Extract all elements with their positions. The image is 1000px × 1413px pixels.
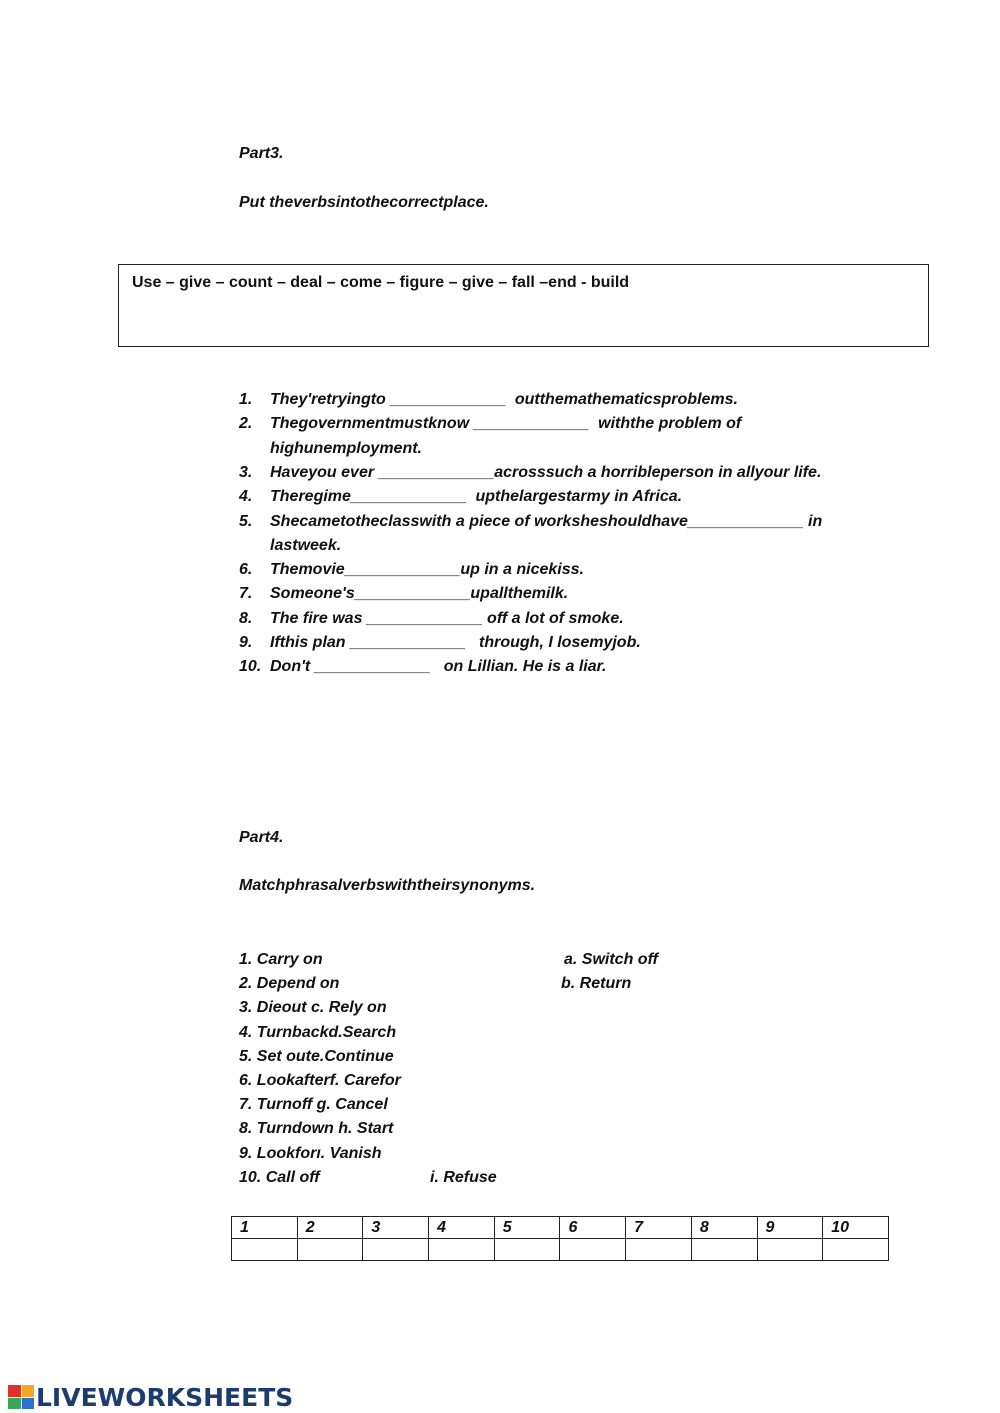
question-number: 4. — [239, 488, 253, 506]
question-number: 1. — [239, 391, 253, 408]
answer-input-cell[interactable] — [297, 1239, 363, 1261]
answer-header-cell: 3 — [363, 1217, 429, 1239]
answer-header-cell: 9 — [757, 1217, 823, 1239]
match-right-item: b. Return — [561, 975, 632, 993]
question-text: Haveyou ever _____________acrosssuch a horribleperson in allyour life. — [270, 463, 822, 481]
match-left-item: 10. Call off — [239, 1168, 320, 1186]
answer-header-cell: 1 — [232, 1217, 298, 1239]
question-number: 3. — [239, 463, 253, 481]
question-text: Don't _____________ on Lillian. He is a liar. — [270, 658, 607, 676]
match-left-item: 1. Carry on — [239, 951, 323, 968]
answer-input-cell[interactable] — [626, 1239, 692, 1261]
question-text: The fire was _____________ off a lot of smoke. — [270, 609, 624, 627]
liveworksheets-logo — [8, 1383, 293, 1411]
question-text: Theregime_____________ upthelargestarmy in Africa. — [270, 488, 683, 506]
question-text: lastweek. — [270, 536, 342, 554]
match-left-item: 8. Turndown h. Start — [239, 1120, 394, 1138]
answer-header-cell: 5 — [494, 1217, 560, 1239]
answer-table — [231, 1216, 889, 1261]
question-text: Someone's_____________upallthemilk. — [270, 585, 569, 603]
part4-instruction: Matchphrasalverbswiththeirsynonyms. — [239, 877, 536, 894]
logo-mark-icon — [8, 1385, 34, 1409]
match-left-item: 4. Turnbackd.Search — [239, 1023, 397, 1041]
question-number: 6. — [239, 561, 253, 579]
part3-title: Part3. — [239, 145, 284, 162]
match-left-item: 2. Depend on — [239, 975, 340, 993]
question-text: They'retryingto _____________ outthemathematicsproblems. — [270, 391, 738, 408]
answer-input-cell[interactable] — [494, 1239, 560, 1261]
question-number: 2. — [239, 415, 253, 433]
question-text: Ifthis plan _____________ through, I losemyjob. — [270, 634, 641, 651]
answer-input-cell[interactable] — [363, 1239, 429, 1261]
question-number: 7. — [239, 585, 253, 603]
answer-header-cell: 2 — [297, 1217, 363, 1239]
match-left-item: 9. Lookforı. Vanish — [239, 1144, 382, 1162]
part4-title: Part4. — [239, 829, 284, 846]
answer-header-cell: 10 — [823, 1217, 889, 1239]
answer-header-row — [232, 1217, 889, 1239]
match-left-item: 6. Lookafterf. Carefor — [239, 1072, 401, 1089]
answer-header-cell: 4 — [429, 1217, 495, 1239]
answer-input-cell[interactable] — [757, 1239, 823, 1261]
question-number: 5. — [239, 512, 253, 530]
answer-header-cell: 6 — [560, 1217, 626, 1239]
part3-instruction: Put theverbsintothecorrectplace. — [239, 194, 489, 211]
question-number: 8. — [239, 609, 253, 627]
answer-header-cell: 7 — [626, 1217, 692, 1239]
question-number: 9. — [239, 634, 253, 651]
question-text: highunemployment. — [270, 439, 422, 457]
logo-text: LIVEWORKSHEETS — [36, 1382, 294, 1412]
word-box-text: Use – give – count – deal – come – figure – give – fall –end - build — [132, 274, 630, 291]
answer-header-cell: 8 — [691, 1217, 757, 1239]
match-left-item: 3. Dieout c. Rely on — [239, 999, 387, 1017]
word-box — [118, 264, 929, 347]
answer-input-cell[interactable] — [232, 1239, 298, 1261]
match-right-item: i. Refuse — [430, 1168, 497, 1186]
question-text: Shecametotheclasswith a piece of worksheshouldhave_____________ in — [270, 512, 823, 530]
answer-input-row — [232, 1239, 889, 1261]
match-left-item: 5. Set oute.Continue — [239, 1047, 394, 1065]
match-right-item: a. Switch off — [564, 951, 658, 968]
answer-input-cell[interactable] — [823, 1239, 889, 1261]
question-number: 10. — [239, 658, 262, 676]
match-left-item: 7. Turnoff g. Cancel — [239, 1096, 388, 1114]
question-text: Thegovernmentmustknow _____________ withthe problem of — [270, 415, 742, 433]
answer-input-cell[interactable] — [691, 1239, 757, 1261]
question-text: Themovie_____________up in a nicekiss. — [270, 561, 584, 579]
answer-input-cell[interactable] — [429, 1239, 495, 1261]
answer-input-cell[interactable] — [560, 1239, 626, 1261]
